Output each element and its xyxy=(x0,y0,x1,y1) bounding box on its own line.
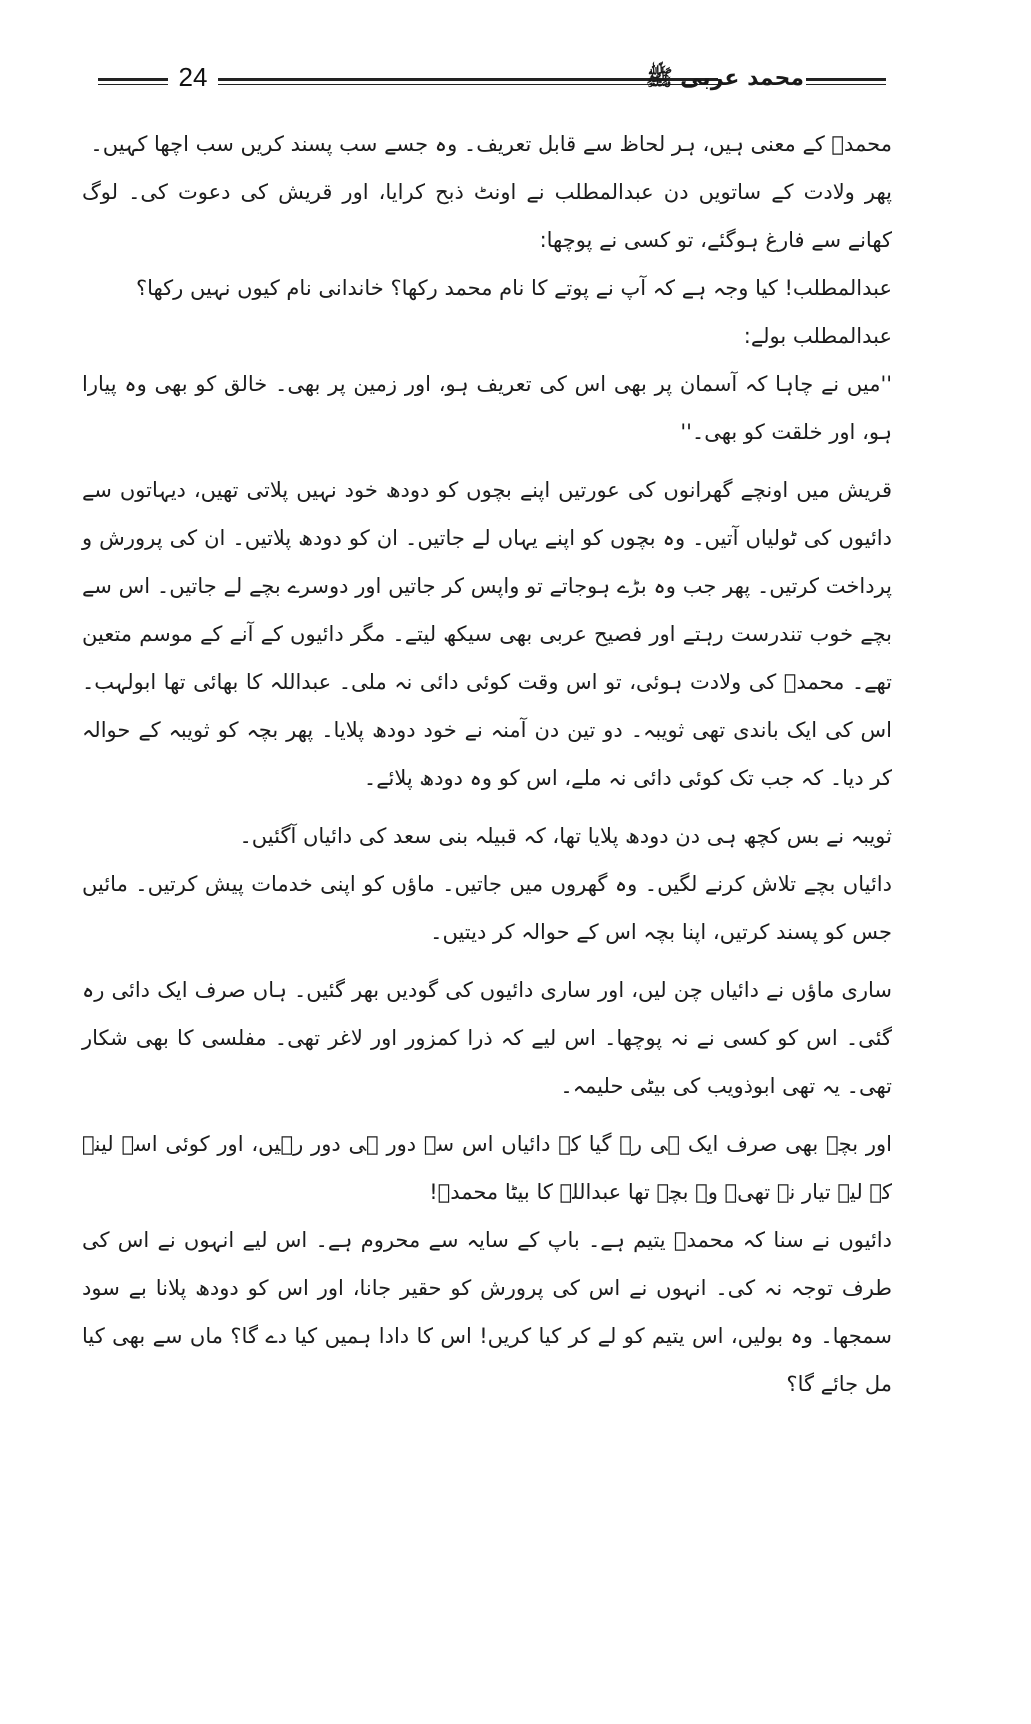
paragraph: عبدالمطلب! کیا وجہ ہے کہ آپ نے پوتے کا نام محمد رکھا؟ خاندانی نام کیوں نہیں رکھا؟ xyxy=(135,276,892,300)
paragraph: عبدالمطلب بولے: xyxy=(743,324,892,348)
page-header xyxy=(98,62,888,102)
paragraph: پھر ولادت کے ساتویں دن عبدالمطلب نے اونٹ ذبح کرایا، اور قریش کی دعوت کی۔ لوگ کھانے سے فارغ ہوگئے، تو کسی نے پوچھا: xyxy=(82,180,892,252)
paragraph: قریش میں اونچے گھرانوں کی عورتیں اپنے بچوں کو دودھ خود نہیں پلاتی تھیں، دیہاتوں سے دائیوں کی ٹولیاں آتیں۔ وہ بچوں کو اپنے یہاں لے جاتیں۔ ان کو دودھ پلاتیں۔ ان کی پرورش و پرداخت کرتیں۔ پھر جب وہ بڑے ہوجاتے تو واپس کر جاتیں اور دوسرے بچے لے جاتیں۔ اس سے بچے خوب تندرست رہتے اور فصیح عربی بھی سیکھ لیتے۔ مگر دائیوں کے آنے کے موسم متعین تھے۔ محمدؐ کی ولادت ہوئی، تو اس وقت کوئی دائی نہ ملی۔ عبداللہ کا بھائی تھا ابولہب۔ اس کی ایک باندی تھی ثویبہ۔ دو تین دن آمنہ نے خود دودھ پلایا۔ پھر بچہ کو ثویبہ کے حوالہ کر دیا۔ کہ جب تک کوئی دائی نہ ملے، اس کو وہ دودھ پلائے۔ xyxy=(82,478,892,790)
paragraph: محمدؐ کے معنی ہیں، ہر لحاظ سے قابل تعریف۔ وہ جسے سب پسند کریں سب اچھا کہیں۔ xyxy=(90,132,892,156)
paragraph: دائیوں نے سنا کہ محمدؐ یتیم ہے۔ باپ کے سایہ سے محروم ہے۔ اس لیے انہوں نے اس کی طرف توجہ نہ کی۔ انہوں نے اس کی پرورش کو حقیر جانا، اور اس کو دودھ پلانا بے سود سمجھا۔ وہ بولیں، اس یتیم کو لے کر کیا کریں! اس کا دادا ہمیں کیا دے گا؟ ماں سے بھی کیا مل جائے گا؟ xyxy=(82,1228,892,1396)
body-text xyxy=(82,120,892,1408)
header-rule-middle xyxy=(218,78,718,81)
header-rule-left xyxy=(98,78,168,81)
quote-paragraph: ''میں نے چاہا کہ آسمان پر بھی اس کی تعریف ہو، اور زمین پر بھی۔ خالق کو بھی وہ پیارا ہو، اور خلقت کو بھی۔'' xyxy=(82,372,892,444)
paragraph: دائیاں بچے تلاش کرنے لگیں۔ وہ گھروں میں جاتیں۔ ماؤں کو اپنی خدمات پیش کرتیں۔ مائیں جس کو پسند کرتیں، اپنا بچہ اس کے حوالہ کر دیتیں۔ xyxy=(82,872,892,944)
paragraph: ساری ماؤں نے دائیاں چن لیں، اور ساری دائیوں کی گودیں بھر گئیں۔ ہاں صرف ایک دائی رہ گئی۔ اس کو کسی نے نہ پوچھا۔ اس لیے کہ ذرا کمزور اور لاغر تھی۔ مفلسی کا بھی شکار تھی۔ یہ تھی ابوذویب کی بیٹی حلیمہ۔ xyxy=(82,978,892,1098)
running-title: محمد عربی ﷺ xyxy=(645,66,804,91)
header-rule-right xyxy=(806,78,886,81)
paragraph: اور بچہ بھی صرف ایک ہی رہ گیا کہ دائیاں اس سے دور ہی دور رہیں، اور کوئی اسے لینے کے لیے تیار نہ تھی۔ وہ بچہ تھا عبداللہ کا بیٹا محمدؐ! xyxy=(82,1132,892,1204)
page-number: 24 xyxy=(178,62,208,92)
paragraph: ثویبہ نے بس کچھ ہی دن دودھ پلایا تھا، کہ قبیلہ بنی سعد کی دائیاں آگئیں۔ xyxy=(239,824,892,848)
